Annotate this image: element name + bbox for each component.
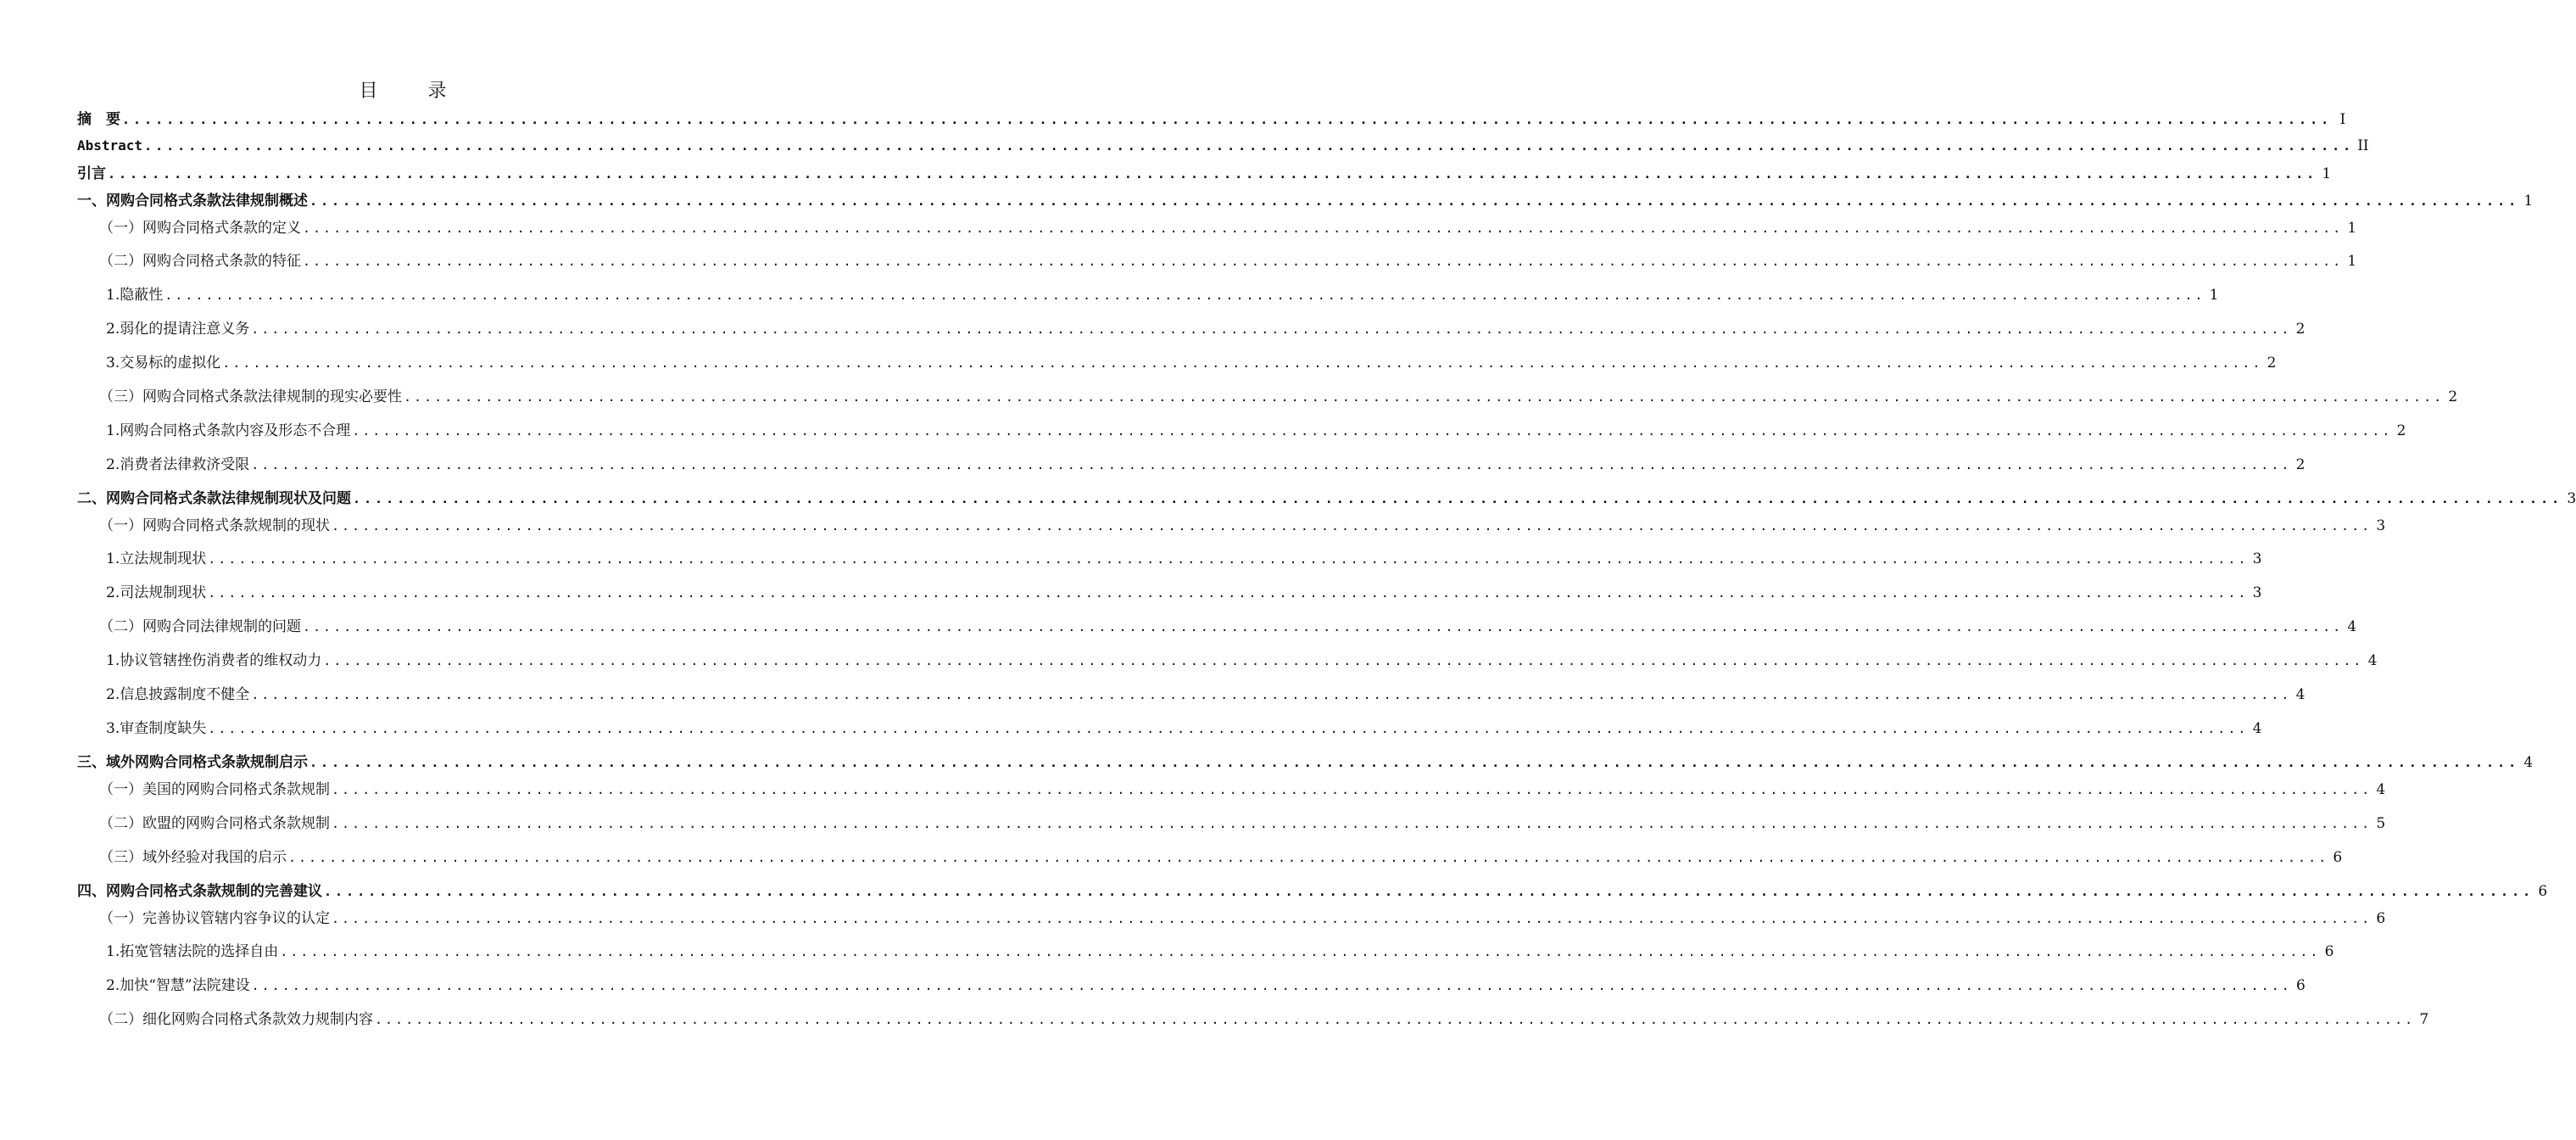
dot-leader: ........................................................................................................................................................................................................ — [323, 653, 2364, 668]
toc-entry-label: （一）美国的网购合同格式条款规制 — [99, 781, 330, 798]
toc-entry[interactable] — [106, 318, 2306, 340]
toc-entry[interactable] — [77, 752, 2534, 774]
dot-leader: ........................................................................................................................................................................................................ — [208, 585, 2249, 601]
dot-leader: ........................................................................................................................................................................................................ — [251, 321, 2292, 337]
page-title: 目 录 — [359, 81, 469, 102]
toc-entry-page: 1 — [2523, 193, 2534, 210]
toc-entry-page: 6 — [2324, 943, 2334, 960]
toc-entry-label: 2.信息披露制度不健全 — [106, 686, 250, 703]
dot-leader: ........................................................................................................................................................................................................ — [251, 457, 2292, 472]
dot-leader: ........................................................................................................................................................................................................ — [309, 193, 2520, 209]
toc-entry[interactable] — [99, 847, 2343, 869]
dot-leader: ........................................................................................................................................................................................................ — [332, 816, 2372, 831]
dot-leader: ........................................................................................................................................................................................................ — [222, 355, 2263, 371]
toc-entry-label: （二）欧盟的网购合同格式条款规制 — [99, 815, 330, 832]
toc-entry[interactable] — [106, 975, 2306, 997]
toc-entry-label: （二）细化网购合同格式条款效力规制内容 — [99, 1011, 373, 1028]
toc-entry[interactable] — [77, 109, 2346, 131]
toc-entry-label: 2.加快“智慧”法院建设 — [106, 977, 250, 994]
toc-entry-label: 1.隐蔽性 — [106, 287, 164, 304]
toc-entry-label: 引言 — [77, 165, 106, 182]
dot-leader: ........................................................................................................................................................................................................ — [404, 389, 2445, 405]
toc-entry[interactable] — [77, 135, 2369, 157]
toc-entry-page: 2 — [2295, 321, 2306, 338]
toc-entry-page: 4 — [2347, 618, 2357, 635]
toc-entry-label: 2.司法规制现状 — [106, 584, 207, 601]
toc-entry[interactable] — [99, 616, 2357, 638]
toc-entry-label: 3.交易标的虚拟化 — [106, 355, 221, 372]
toc-entry-label: （三）网购合同格式条款法律规制的现实必要性 — [99, 388, 402, 405]
toc-entry[interactable] — [106, 650, 2378, 672]
toc-entry-page: 2 — [2295, 456, 2306, 473]
toc-entry-page: 3 — [2376, 517, 2386, 534]
toc-entry-page: 2 — [2267, 355, 2277, 372]
toc-entry-label: 1.立法规制现状 — [106, 550, 207, 567]
toc-entry-page: 4 — [2295, 686, 2306, 703]
dot-leader: ........................................................................................................................................................................................................ — [251, 687, 2292, 702]
toc-entry[interactable] — [99, 250, 2357, 272]
toc-entry-label: （三）域外经验对我国的启示 — [99, 849, 287, 866]
toc-entry-page: 1 — [2322, 165, 2332, 182]
toc-entry-page: 1 — [2347, 220, 2357, 237]
toc-entry[interactable] — [77, 190, 2534, 212]
dot-leader: ........................................................................................................................................................................................................ — [303, 221, 2344, 236]
toc-entry-label: （二）网购合同格式条款的特征 — [99, 253, 301, 270]
toc-entry[interactable] — [99, 813, 2386, 835]
dot-leader: ........................................................................................................................................................................................................ — [332, 518, 2372, 534]
toc-entry[interactable] — [106, 718, 2262, 740]
dot-leader: ........................................................................................................................................................................................................ — [208, 551, 2249, 567]
toc-entry[interactable] — [99, 217, 2357, 239]
toc-entry-page: 3 — [2567, 490, 2576, 507]
toc-entry[interactable] — [77, 880, 2548, 902]
toc-entry-label: 一、网购合同格式条款法律规制概述 — [77, 193, 308, 210]
dot-leader: ........................................................................................................................................................................................................ — [353, 491, 2563, 506]
toc-entry-label: 2.消费者法律救济受限 — [106, 456, 250, 473]
dot-leader: ........................................................................................................................................................................................................ — [309, 755, 2520, 770]
toc-entry-label: 3.审查制度缺失 — [106, 720, 207, 737]
toc-entry-label: Abstract — [77, 137, 143, 154]
dot-leader: ........................................................................................................................................................................................................ — [375, 1012, 2416, 1027]
toc-entry-label: 1.拓宽管辖法院的选择自由 — [106, 943, 279, 960]
toc-entry-page: 7 — [2419, 1011, 2429, 1028]
toc-entry-page: 3 — [2252, 584, 2262, 601]
dot-leader: ........................................................................................................................................................................................................ — [251, 978, 2292, 993]
dot-leader: ........................................................................................................................................................................................................ — [303, 254, 2344, 269]
toc-entry-page: 3 — [2252, 550, 2262, 567]
toc-entry[interactable] — [99, 515, 2386, 537]
toc-entry[interactable] — [99, 1009, 2429, 1031]
dot-leader: ........................................................................................................................................................................................................ — [144, 138, 2355, 154]
toc-entry-page: 1 — [2209, 287, 2219, 304]
toc-entry-page: 6 — [2333, 849, 2343, 866]
toc-entry[interactable] — [106, 582, 2262, 604]
toc-entry[interactable] — [77, 163, 2332, 185]
toc-entry-page: 6 — [2538, 883, 2548, 900]
dot-leader: ........................................................................................................................................................................................................ — [208, 721, 2249, 736]
toc-entry[interactable] — [106, 352, 2277, 374]
dot-leader: ........................................................................................................................................................................................................ — [332, 911, 2372, 926]
toc-entry[interactable] — [106, 684, 2306, 706]
dot-leader: ........................................................................................................................................................................................................ — [324, 884, 2534, 899]
toc-entry[interactable] — [106, 284, 2219, 306]
toc-entry-page: 4 — [2523, 754, 2534, 771]
dot-leader: ........................................................................................................................................................................................................ — [352, 423, 2393, 439]
toc-entry-page: 4 — [2376, 781, 2386, 798]
toc-entry-page: 6 — [2295, 977, 2306, 994]
toc-entry-label: （一）网购合同格式条款的定义 — [99, 220, 301, 237]
toc-entry-label: 三、域外网购合同格式条款规制启示 — [77, 754, 308, 771]
dot-leader: ........................................................................................................................................................................................................ — [164, 288, 2205, 303]
toc-entry-page: 4 — [2252, 720, 2262, 737]
toc-entry-page: 4 — [2367, 652, 2378, 669]
toc-entry-label: 摘 要 — [77, 111, 120, 128]
toc-entry[interactable] — [99, 386, 2458, 408]
dot-leader: ........................................................................................................................................................................................................ — [303, 619, 2344, 634]
toc-entry-label: 1.协议管辖挫伤消费者的维权动力 — [106, 652, 322, 669]
toc-entry[interactable] — [99, 779, 2386, 801]
toc-entry-page: 1 — [2347, 253, 2357, 270]
toc-entry[interactable] — [106, 941, 2334, 963]
toc-entry[interactable] — [77, 488, 2576, 510]
dot-leader: ........................................................................................................................................................................................................ — [108, 166, 2318, 182]
toc-entry[interactable] — [106, 548, 2262, 570]
toc-entry-page: I — [2339, 111, 2346, 128]
toc-entry[interactable] — [106, 420, 2406, 442]
toc-entry-label: （一）网购合同格式条款规制的现状 — [99, 517, 330, 534]
toc-entry-label: 四、网购合同格式条款规制的完善建议 — [77, 883, 322, 900]
toc-entry-label: 1.网购合同格式条款内容及形态不合理 — [106, 422, 351, 439]
toc-entry-page: 6 — [2376, 910, 2386, 927]
toc-entry-label: 2.弱化的提请注意义务 — [106, 321, 250, 338]
toc-entry[interactable] — [99, 908, 2386, 930]
toc-entry-page: 5 — [2376, 815, 2386, 832]
toc-entry-page: 2 — [2448, 388, 2458, 405]
dot-leader: ........................................................................................................................................................................................................ — [122, 112, 2333, 127]
toc-entry-page: II — [2357, 137, 2369, 154]
dot-leader: ........................................................................................................................................................................................................ — [280, 944, 2321, 959]
toc-entry-page: 2 — [2396, 422, 2406, 439]
dot-leader: ........................................................................................................................................................................................................ — [288, 850, 2329, 865]
toc-entry-label: （一）完善协议管辖内容争议的认定 — [99, 910, 330, 927]
toc-entry[interactable] — [106, 454, 2306, 476]
dot-leader: ........................................................................................................................................................................................................ — [332, 782, 2372, 797]
toc-entry-label: 二、网购合同格式条款法律规制现状及问题 — [77, 490, 351, 507]
toc-entry-label: （二）网购合同法律规制的问题 — [99, 618, 301, 635]
